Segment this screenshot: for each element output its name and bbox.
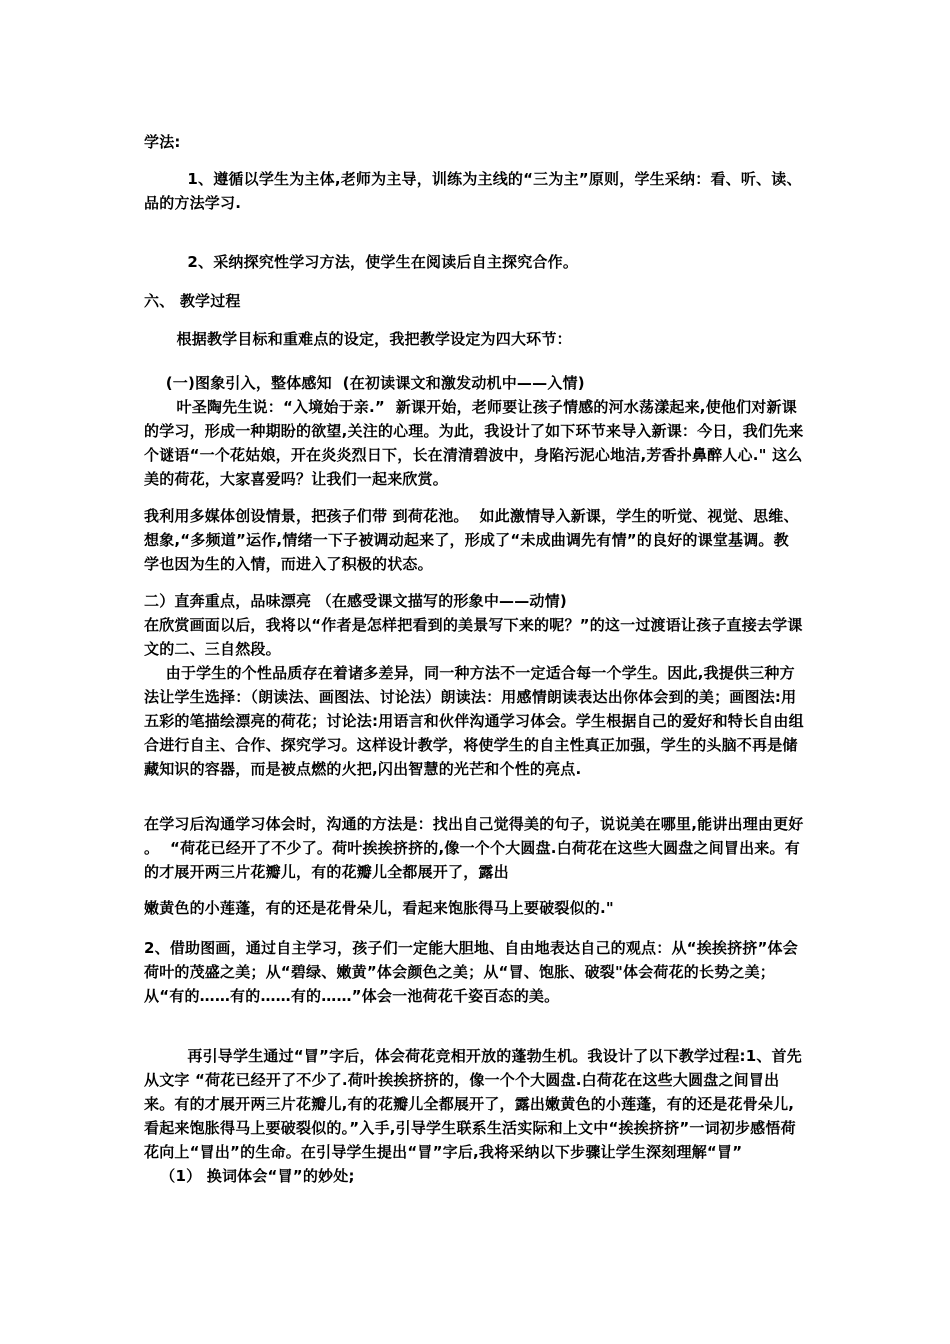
paragraph-method-2: 2、采纳探究性学习方法，使学生在阅读后自主探究合作。 [144,253,579,271]
paragraph-part-two: 二）直奔重点，品味漂亮 （在感受课文描写的形象中——动情) 在欣赏画面以后，我将以“作者是怎样把看到的美景写下来的呢？”的这一过渡语让孩子直接去学课文的二、三自然段。 由于学生的个性品质存在着诸多差异，同一种方法不一定适合每一个学生。因此,我提供三种方法让学生选择：（朗读法、画图法、讨论法）朗读法：用感情朗读表达出你体会到的美；画图法:用五彩的笔描绘漂亮的荷花；讨论法:用语言和伙伴沟通学习体会。学生根据自己的爱好和特长自由组合进行自主、合作、探究学习。这样设计教学，将使学生的自主性真正加强，学生的头脑不再是储藏知识的容器，而是被点燃的火把,闪出智慧的光芒和个性的亮点. [144,592,804,778]
paragraph-intro: 根据教学目标和重难点的设定，我把教学设定为四大环节： [144,330,572,348]
paragraph-mao-character: 再引导学生通过“冒”字后，体会荷花竞相开放的蓬勃生机。我设计了以下教学过程:1、首先从文字 “荷花已经开了不少了.荷叶挨挨挤挤的，像一个个大圆盘.白荷花在这些大圆盘之间冒出来。有的才展开两三片花瓣儿,有的花瓣儿全都展开了，露出嫩黄色的小莲蓬，有的还是花骨朵儿,看起来饱胀得马上要破裂似的。”入手,引导学生联系生活实际和上文中“挨挨挤挤”一词初步感悟荷花向上“冒出”的生命。在引导学生提出“冒”字后,我将采纳以下步骤让学生深刻理解“冒” （1） 换词体会“冒”的妙处; [144,1047,802,1185]
paragraph-method-1: 1、遵循以学生为主体,老师为主导，训练为主线的“三为主”原则，学生采纳：看、听、读、品的方法学习. [144,170,802,212]
section-heading-teaching-process: 六、 教学过程 [144,292,241,310]
paragraph-multimedia: 我利用多媒体创设情景，把孩子们带 到荷花池。 如此激情导入新课，学生的听觉、视觉、思维、想象,“多频道”运作,情绪一下子被调动起来了，形成了“未成曲调先有情”的良好的课堂基调。教学也因为生的入情，而进入了积极的状态。 [144,507,799,573]
paragraph-exchange-continued: 嫩黄色的小莲蓬，有的还是花骨朵儿，看起来饱胀得马上要破裂似的." [144,899,614,917]
paragraph-exchange: 在学习后沟通学习体会时，沟通的方法是：找出自己觉得美的句子，说说美在哪里,能讲出理由更好 。 “荷花已经开了不少了。荷叶挨挨挤挤的,像一个个大圆盘.白荷花在这些大圆盘之间冒出来。有的才展开两三片花瓣儿，有的花瓣儿全都展开了，露出 [144,815,809,881]
paragraph-part-one: (一)图象引入，整体感知 (在初读课文和激发动机中——入情) 叶圣陶先生说：“入境始于亲.” 新课开始，老师要让孩子情感的河水荡漾起来,使他们对新课的学习，形成一种期盼的欲望,关注的心理。为此，我设计了如下环节来导入新课：今日，我们先来个谜语“一个花姑娘，开在炎炎烈日下，长在清清碧波中，身陷污泥心地洁,芳香扑鼻醉人心." 这么美的荷花，大家喜爱吗？让我们一起来欣赏。 [144,374,804,488]
paragraph-picture-method: 2、借助图画，通过自主学习，孩子们一定能大胆地、自由地表达自己的观点：从“挨挨挤挤”体会荷叶的茂盛之美；从“碧绿、嫩黄”体会颜色之美；从“冒、饱胀、破裂"体会荷花的长势之美；从“有的……有的……有的……”体会一池荷花千姿百态的美。 [144,939,798,1005]
section-heading-study-method: 学法: [144,133,181,151]
